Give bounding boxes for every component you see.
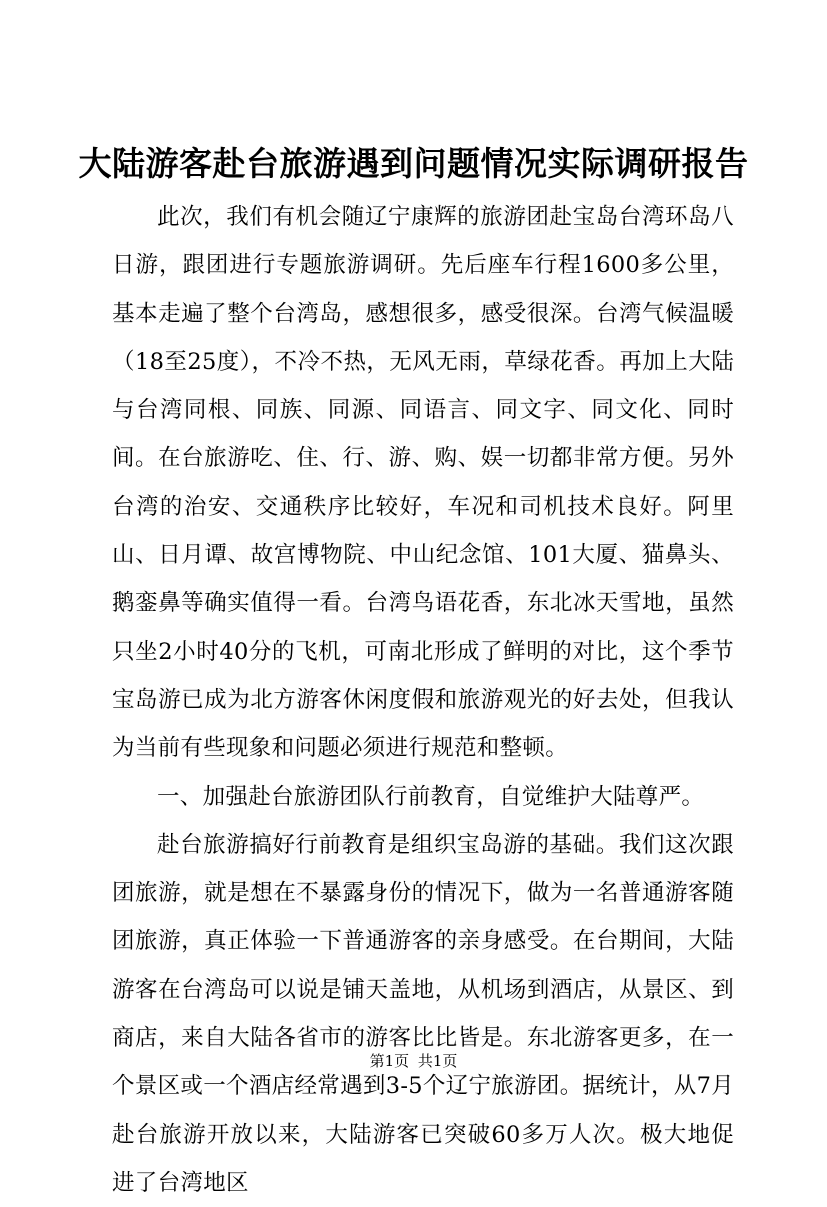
- paragraph-intro: 此次，我们有机会随辽宁康辉的旅游团赴宝岛台湾环岛八日游，跟团进行专题旅游调研。先后座车行程1600多公里，基本走遍了整个台湾岛，感想很多，感受很深。台湾气候温暖（18至25度），不冷不热，无风无雨，草绿花香。再加上大陆与台湾同根、同族、同源、同语言、同文字、同文化、同时间。在台旅游吃、住、行、游、购、娱一切都非常方便。另外台湾的治安、交通秩序比较好，车况和司机技术良好。阿里山、日月谭、故宫博物院、中山纪念馆、101大厦、猫鼻头、鹅銮鼻等确实值得一看。台湾鸟语花香，东北冰天雪地，虽然只坐2小时40分的飞机，可南北形成了鲜明的对比，这个季节宝岛游已成为北方游客休闲度假和旅游观光的好去处，但我认为当前有些现象和问题必须进行规范和整顿。: [112, 204, 734, 762]
- page-number: 第1页: [369, 1052, 410, 1070]
- document-title: 大陆游客赴台旅游遇到问题情况实际调研报告: [78, 144, 749, 183]
- page-footer: [0, 1050, 827, 1072]
- page-total: 共1页: [417, 1052, 458, 1070]
- paragraph-section-heading: 一、加强赴台旅游团队行前教育，自觉维护大陆尊严。: [157, 783, 705, 810]
- paragraph-section-body: 赴台旅游搞好行前教育是组织宝岛游的基础。我们这次跟团旅游，就是想在不暴露身份的情况下，做为一名普通游客随团旅游，真正体验一下普通游客的亲身感受。在台期间，大陆游客在台湾岛可以说是铺天盖地，从机场到酒店，从景区、到商店，来自大陆各省市的游客比比皆是。东北游客更多，在一个景区或一个酒店经常遇到3-5个辽宁旅游团。据统计，从7月赴台旅游开放以来，大陆游客已突破60多万人次。极大地促进了台湾地区: [112, 831, 734, 1196]
